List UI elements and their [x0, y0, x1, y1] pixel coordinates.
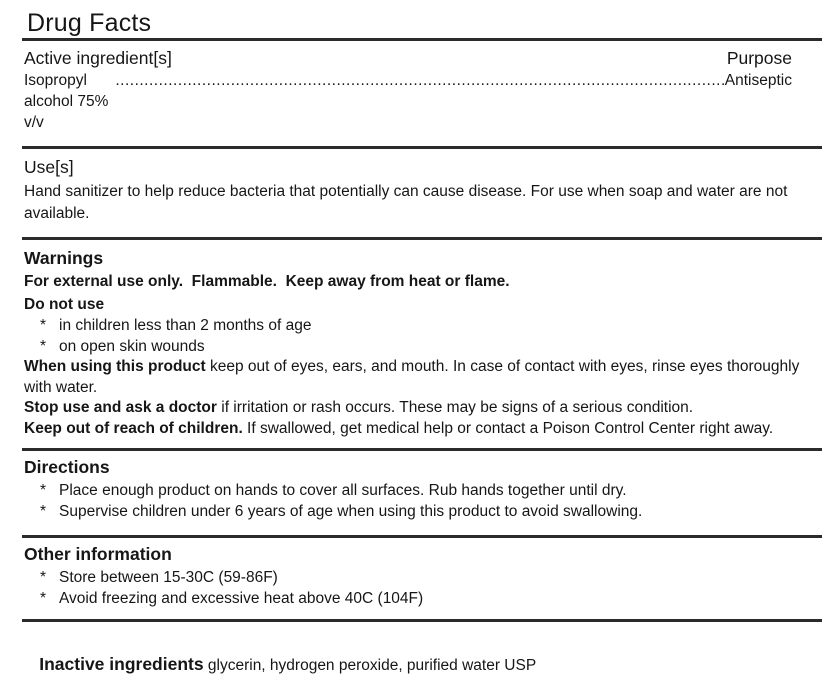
section-rule: [22, 146, 822, 149]
drug-facts-title: Drug Facts: [27, 9, 152, 37]
directions-item: [24, 501, 822, 522]
do-not-use-item: [24, 315, 822, 336]
do-not-use-heading: Do not use: [24, 295, 105, 313]
stop-use-paragraph: [24, 398, 822, 419]
purpose-heading: Purpose: [726, 48, 792, 68]
directions-item-text: Supervise children under 6 years of age when using this product to avoid swallowing.: [59, 503, 643, 520]
section-rule: [22, 535, 822, 538]
active-ingredient-row: [22, 70, 822, 133]
directions-item: [24, 480, 822, 501]
purpose-value: Antiseptic: [724, 72, 792, 89]
other-information-item-text: Avoid freezing and excessive heat above 40C (104F): [59, 590, 424, 607]
asterisk-bullet-icon: *: [40, 569, 47, 586]
dotted-leader: [115, 70, 724, 91]
do-not-use-item-text: in children less than 2 months of age: [59, 317, 312, 334]
inactive-ingredients-list: glycerin, hydrogen peroxide, purified water USP: [203, 657, 537, 674]
do-not-use-item: [24, 336, 822, 357]
when-using-paragraph: [24, 357, 822, 398]
uses-heading: Use[s]: [24, 157, 74, 177]
other-information-item: [24, 588, 822, 609]
uses-body: Hand sanitizer to help reduce bacteria that potentially can cause disease. For use when soap and water are not available.: [24, 183, 792, 222]
asterisk-bullet-icon: *: [40, 338, 47, 355]
directions-heading: Directions: [24, 457, 110, 477]
title-rule: [22, 38, 822, 41]
inactive-ingredients-heading: Inactive ingredients: [39, 654, 204, 674]
when-using-lead: When using this product: [24, 358, 206, 375]
flammable-warning: For external use only. Flammable. Keep away from heat or flame.: [24, 273, 510, 290]
when-using-rest: keep out of eyes, ears, and mouth. In case of contact with eyes, rinse eyes thoroughly with water.: [24, 358, 804, 396]
do-not-use-item-text: on open skin wounds: [59, 338, 205, 355]
active-ingredient-name: Isopropyl alcohol 75% v/v: [24, 72, 109, 131]
section-rule: [22, 619, 822, 622]
keep-out-paragraph: [24, 419, 822, 440]
keep-out-rest: If swallowed, get medical help or contact a Poison Control Center right away.: [242, 419, 774, 437]
uses-section: [22, 157, 822, 224]
other-information-section: [22, 544, 822, 609]
active-ingredient-header-row: [22, 48, 822, 69]
asterisk-bullet-icon: *: [40, 503, 47, 520]
asterisk-bullet-icon: *: [40, 317, 47, 334]
asterisk-bullet-icon: *: [40, 482, 47, 499]
other-information-item-text: Store between 15-30C (59-86F): [59, 569, 278, 586]
section-rule: [22, 448, 822, 451]
other-information-heading: Other information: [24, 544, 172, 564]
directions-item-text: Place enough product on hands to cover all surfaces. Rub hands together until dry.: [59, 482, 627, 499]
stop-use-rest: if irritation or rash occurs. These may be signs of a serious condition.: [216, 399, 694, 416]
section-rule: [22, 237, 822, 240]
keep-out-lead: Keep out of reach of children.: [24, 419, 243, 437]
asterisk-bullet-icon: *: [40, 590, 47, 607]
other-information-item: [24, 567, 822, 588]
warnings-heading: Warnings: [24, 248, 104, 268]
inactive-ingredients-row: [22, 631, 822, 699]
warnings-section: [22, 248, 822, 439]
directions-section: [22, 457, 822, 522]
active-ingredients-heading: Active ingredient[s]: [24, 48, 172, 68]
stop-use-lead: Stop use and ask a doctor: [24, 399, 217, 416]
